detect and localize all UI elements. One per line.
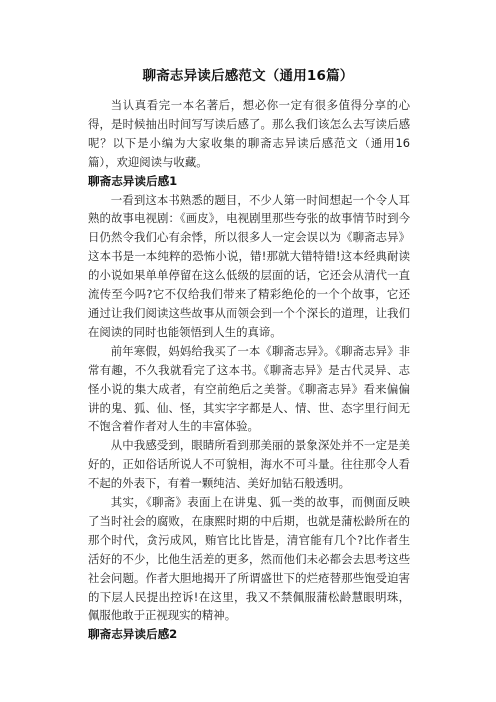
- section1-paragraph-4: 其实，《聊斋》表面上在讲鬼、狐一类的故事，而侧面反映了当时社会的腐败，在康熙时期的中后期，也就是蒲松龄所在的那个时代，贪污成风，贿官比比皆是，清官能有几个?比作者生活好的不少，比他生活差的更多，然而他们未必都会去思考这些社会问题。作者大胆地揭开了所谓盛世下的烂疮替那些饱受迫害的下层人民提出控诉!在这里，我又不禁佩服蒲松龄慧眼明珠，佩服他敢于正视现实的精神。: [88, 495, 410, 623]
- section-heading-2: 聊斋志异读后感2: [88, 627, 178, 642]
- section1-paragraph-3: 从中我感受到，眼睛所看到那美丽的景象深处并不一定是美好的，正如俗话所说人不可貌相，海水不可斗量。往往那令人看不起的外表下，有着一颗纯洁、美好加钻石般透明。: [88, 438, 410, 491]
- section-heading-1: 聊斋志异读后感1: [88, 173, 178, 188]
- document-title: 聊斋志异读后感范文（通用16篇）: [142, 68, 354, 84]
- document-body: [88, 96, 410, 644]
- section1-paragraph-1: 一看到这本书熟悉的题目，不少人第一时间想起一个令人耳熟的故事电视剧：《画皮》，电视剧里那些夸张的故事情节时到今日仍然令我们心有余悸，所以很多人一定会误以为《聊斋志异》这本书是一本纯粹的恐怖小说，错!那就大错特错!这本经典耐读的小说如果单单停留在这么低级的层面的话，它还会从清代一直流传至今吗?它不仅给我们带来了精彩绝伦的一个个故事，它还通过让我们阅读这些故事从而领会到一个个深长的道理，让我们在阅读的同时也能领悟到人生的真谛。: [88, 192, 410, 339]
- section1-paragraph-2: 前年寒假，妈妈给我买了一本《聊斋志异》。《聊斋志异》非常有趣，不久我就看完了这本书。《聊斋志异》是古代灵异、志怪小说的集大成者，有空前绝后之美誉。《聊斋志异》看来偏偏讲的鬼、狐、仙、怪，其实字字都是人、情、世、态字里行间无不饱含着作者对人生的丰富体验。: [88, 343, 410, 434]
- intro-paragraph: 当认真看完一本名著后，想必你一定有很多值得分享的心得，是时候抽出时间写写读后感了。那么我们该怎么去写读后感呢？以下是小编为大家收集的聊斋志异读后感范文（通用16篇），欢迎阅读与收藏。: [88, 98, 410, 169]
